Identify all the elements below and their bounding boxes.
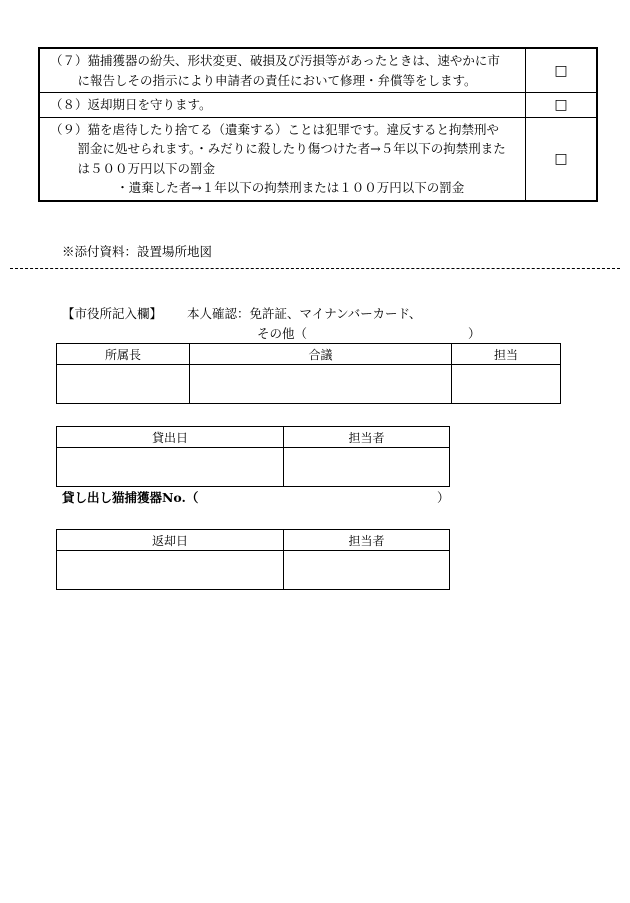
lending-date-cell[interactable] (57, 448, 284, 487)
identity-check-other-close: ） (468, 326, 481, 341)
header-person-in-charge: 担当 (452, 344, 561, 365)
pledge-item-8 (39, 93, 597, 118)
attachment-note: ※添付資料：設置場所地図 (62, 244, 213, 259)
header-return-date: 返却日 (57, 530, 284, 551)
pledge-item-9 (39, 117, 597, 201)
return-date-cell[interactable] (57, 551, 284, 590)
person-in-charge-stamp-cell[interactable] (452, 365, 561, 404)
header-department-head: 所属長 (57, 344, 190, 365)
lending-table (56, 426, 450, 487)
pledge-item-9-abandon-line: ・遺棄した者→１年以下の拘禁刑または１００万円以下の罰金 (116, 180, 465, 195)
trap-number-label: 貸し出し猫捕獲器No.（ (62, 490, 199, 505)
return-staff-cell[interactable] (284, 551, 450, 590)
identity-check-other: その他（ (257, 326, 308, 341)
pledge-item-9-text: （９）猫を虐待したり捨てる（遺棄する）ことは犯罪です。違反すると拘禁刑や罰金に処せられます。・みだりに殺したり傷つけた者→５年以下の拘禁刑または５００万円以下の罰金 (50, 121, 506, 176)
pledge-item-7 (39, 48, 597, 93)
return-table (56, 529, 450, 590)
pledge-item-9-checkbox[interactable]: □ (526, 117, 598, 201)
header-consultation: 合議 (190, 344, 452, 365)
pledge-item-8-checkbox[interactable]: □ (526, 93, 598, 118)
trap-number-close: ） (437, 490, 450, 505)
consultation-stamp-cell[interactable] (190, 365, 452, 404)
cut-line-divider (10, 268, 620, 269)
header-lending-date: 貸出日 (57, 427, 284, 448)
header-lending-staff: 担当者 (284, 427, 450, 448)
approval-table (56, 343, 561, 404)
city-office-label: 【市役所記入欄】 (62, 306, 163, 321)
pledge-item-7-checkbox[interactable]: □ (526, 48, 598, 93)
header-return-staff: 担当者 (284, 530, 450, 551)
department-head-stamp-cell[interactable] (57, 365, 190, 404)
pledge-item-8-text: （８）返却期日を守ります。 (50, 97, 212, 112)
identity-check-options: 本人確認：免許証、マイナンバーカード、 (187, 306, 422, 321)
pledge-table (38, 47, 598, 202)
pledge-item-7-text: （７）猫捕獲器の紛失、形状変更、破損及び汚損等があったときは、速やかに市に報告しその指示により申請者の責任において修理・弁償等をします。 (50, 53, 500, 88)
lending-staff-cell[interactable] (284, 448, 450, 487)
